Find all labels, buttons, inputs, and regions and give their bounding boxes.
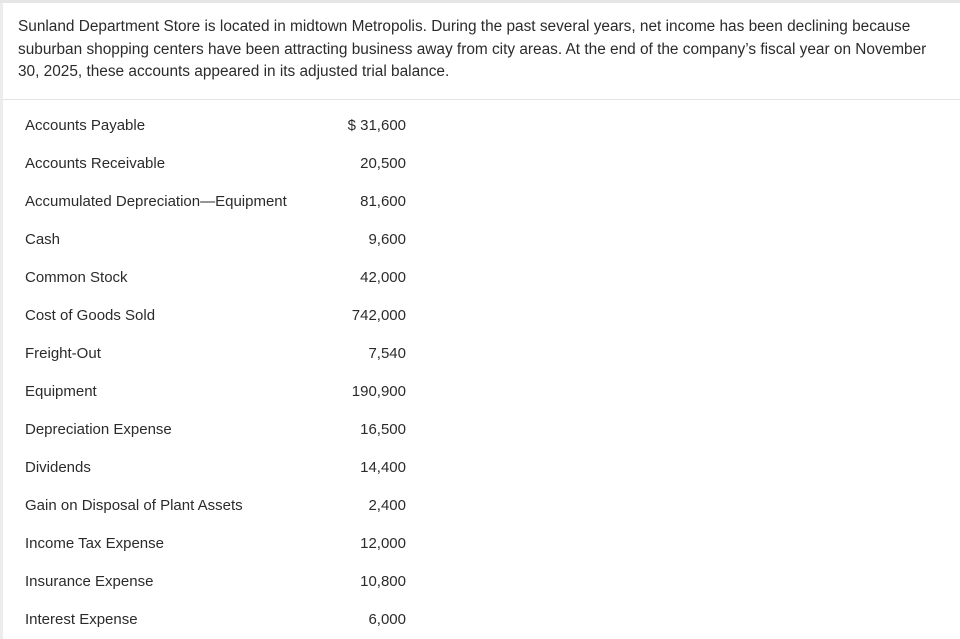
table-row	[25, 258, 406, 296]
table-row	[25, 182, 406, 220]
account-amount: 7,540	[368, 344, 406, 362]
account-name: Depreciation Expense	[25, 420, 172, 438]
problem-intro-text: Sunland Department Store is located in midtown Metropolis. During the past several years, net income has been declining because suburban shopping centers have been attracting business away from city areas. At the end of the company’s fiscal year on November 30, 2025, these accounts appeared in its adjusted trial balance.	[18, 18, 927, 80]
account-amount: 2,400	[368, 496, 406, 514]
table-row	[25, 372, 406, 410]
table-row	[25, 144, 406, 182]
account-name: Accounts Payable	[25, 116, 146, 134]
account-name: Accumulated Depreciation—Equipment	[25, 192, 287, 210]
account-amount: 14,400	[360, 458, 406, 476]
account-name: Insurance Expense	[25, 572, 154, 590]
account-name: Common Stock	[25, 268, 128, 286]
account-name: Equipment	[25, 382, 97, 400]
account-amount: 12,000	[360, 534, 406, 552]
table-row	[25, 486, 406, 524]
table-row	[25, 562, 406, 600]
table-row	[25, 600, 406, 638]
section-divider	[3, 99, 960, 100]
account-name: Dividends	[25, 458, 91, 476]
account-name: Gain on Disposal of Plant Assets	[25, 496, 243, 514]
table-row	[25, 410, 406, 448]
account-amount: 742,000	[351, 306, 406, 324]
account-name: Cost of Goods Sold	[25, 306, 156, 324]
account-amount: 81,600	[360, 192, 406, 210]
trial-balance-table	[25, 106, 406, 638]
account-name: Interest Expense	[25, 610, 138, 628]
account-name: Income Tax Expense	[25, 534, 164, 552]
account-amount: 16,500	[360, 420, 406, 438]
account-amount: 42,000	[360, 268, 406, 286]
account-amount: 6,000	[368, 610, 406, 628]
table-row	[25, 106, 406, 144]
account-amount: 9,600	[368, 230, 406, 248]
table-row	[25, 524, 406, 562]
table-row	[25, 220, 406, 258]
account-amount: $ 31,600	[347, 116, 406, 134]
account-amount: 20,500	[360, 154, 406, 172]
table-row	[25, 448, 406, 486]
account-name: Freight-Out	[25, 344, 101, 362]
account-name: Cash	[25, 230, 61, 248]
account-name: Accounts Receivable	[25, 154, 166, 172]
account-amount: 190,900	[351, 382, 406, 400]
table-row	[25, 296, 406, 334]
table-row	[25, 334, 406, 372]
account-amount: 10,800	[360, 572, 406, 590]
